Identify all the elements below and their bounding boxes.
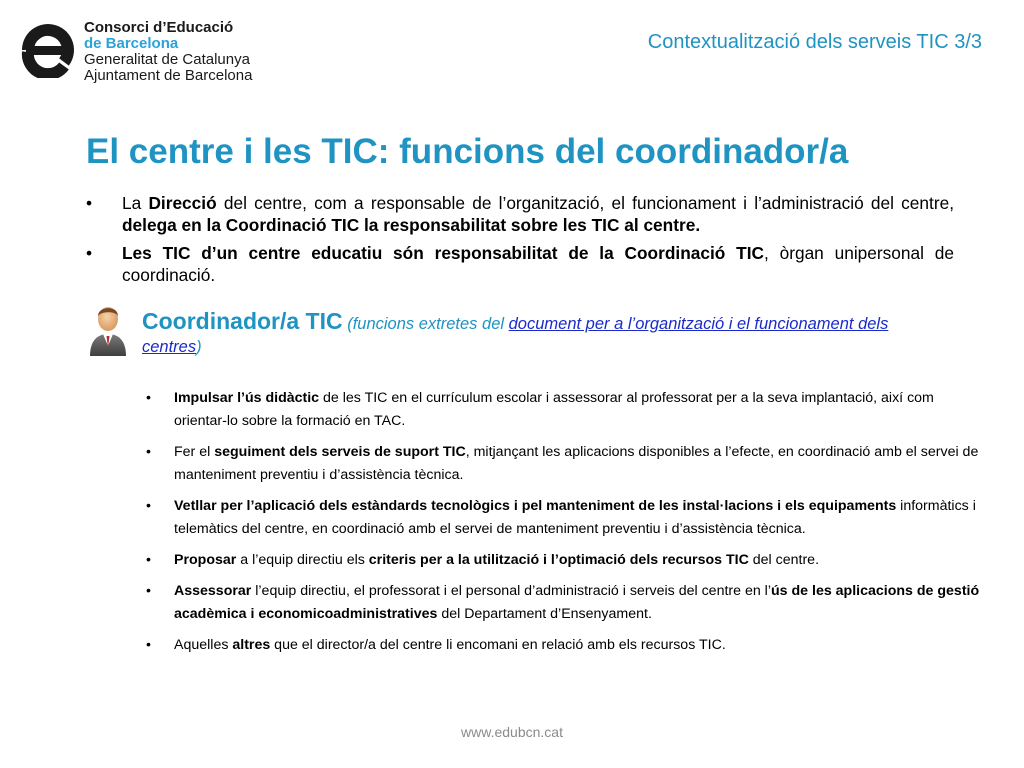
function-item: • Assessorar l’equip directiu, el professorat i el personal d’administració i serveis del centre en l’ús de les aplicacions de gestió acadèmica i economicoadministratives del Departament d’Ensenyament. — [146, 580, 982, 626]
function-item: • Proposar a l’equip directiu els criteris per a la utilització i l’optimació dels recursos TIC del centre. — [146, 549, 982, 572]
logo-line-4: Ajuntament de Barcelona — [84, 67, 253, 84]
person-icon — [86, 302, 130, 356]
functions-list — [146, 387, 982, 665]
section-label: Contextualització dels serveis TIC 3/3 — [647, 31, 982, 53]
logo-line-2: de Barcelona — [84, 35, 179, 52]
logo-line-3: Generalitat de Catalunya — [84, 51, 250, 68]
coordinator-subtitle: (funcions extretes del — [342, 315, 509, 333]
function-item: • Aquelles altres que el director/a del centre li encomani en relació amb els recursos TIC. — [146, 634, 982, 657]
consorci-logo-icon — [20, 22, 76, 78]
slide-title: El centre i les TIC: funcions del coordinador/a — [86, 132, 849, 171]
function-item: • Fer el seguiment dels serveis de suport TIC, mitjançant les aplicacions disponibles a l’efecte, en coordinació amb el servei de manteniment preventiu i d’assistència tècnica. — [146, 441, 982, 487]
footer-url: www.edubcn.cat — [461, 724, 563, 740]
function-item: • Vetllar per l’aplicació dels estàndards tecnològics i pel manteniment de les instal·lacions i els equipaments informàtics i telemàtics del centre, en coordinació amb el servei de manteniment preventiu i d’assistència tècnica. — [146, 495, 982, 541]
intro-bullet-list — [86, 192, 954, 292]
coordinator-title: Coordinador/a TIC — [142, 308, 343, 334]
logo-line-1: Consorci d’Educació — [84, 19, 234, 36]
document-link[interactable]: document per a l’organització i el funcionament dels centres — [142, 315, 889, 356]
intro-bullet: • Les TIC d’un centre educatiu són responsabilitat de la Coordinació TIC, òrgan unipersonal de coordinació. — [86, 242, 954, 286]
coordinator-heading: Coordinador/a TIC (funcions extretes del document per a l’organització i el funcionament dels centres) — [142, 308, 889, 356]
intro-bullet: • La Direcció del centre, com a responsable de l’organització, el funcionament i l’administració del centre, delega en la Coordinació TIC la responsabilitat sobre les TIC al centre. — [86, 192, 954, 236]
function-item: • Impulsar l’ús didàctic de les TIC en el currículum escolar i assessorar al professorat per a la seva implantació, així com orientar-lo sobre la formació en TAC. — [146, 387, 982, 433]
logo-text — [84, 20, 252, 84]
